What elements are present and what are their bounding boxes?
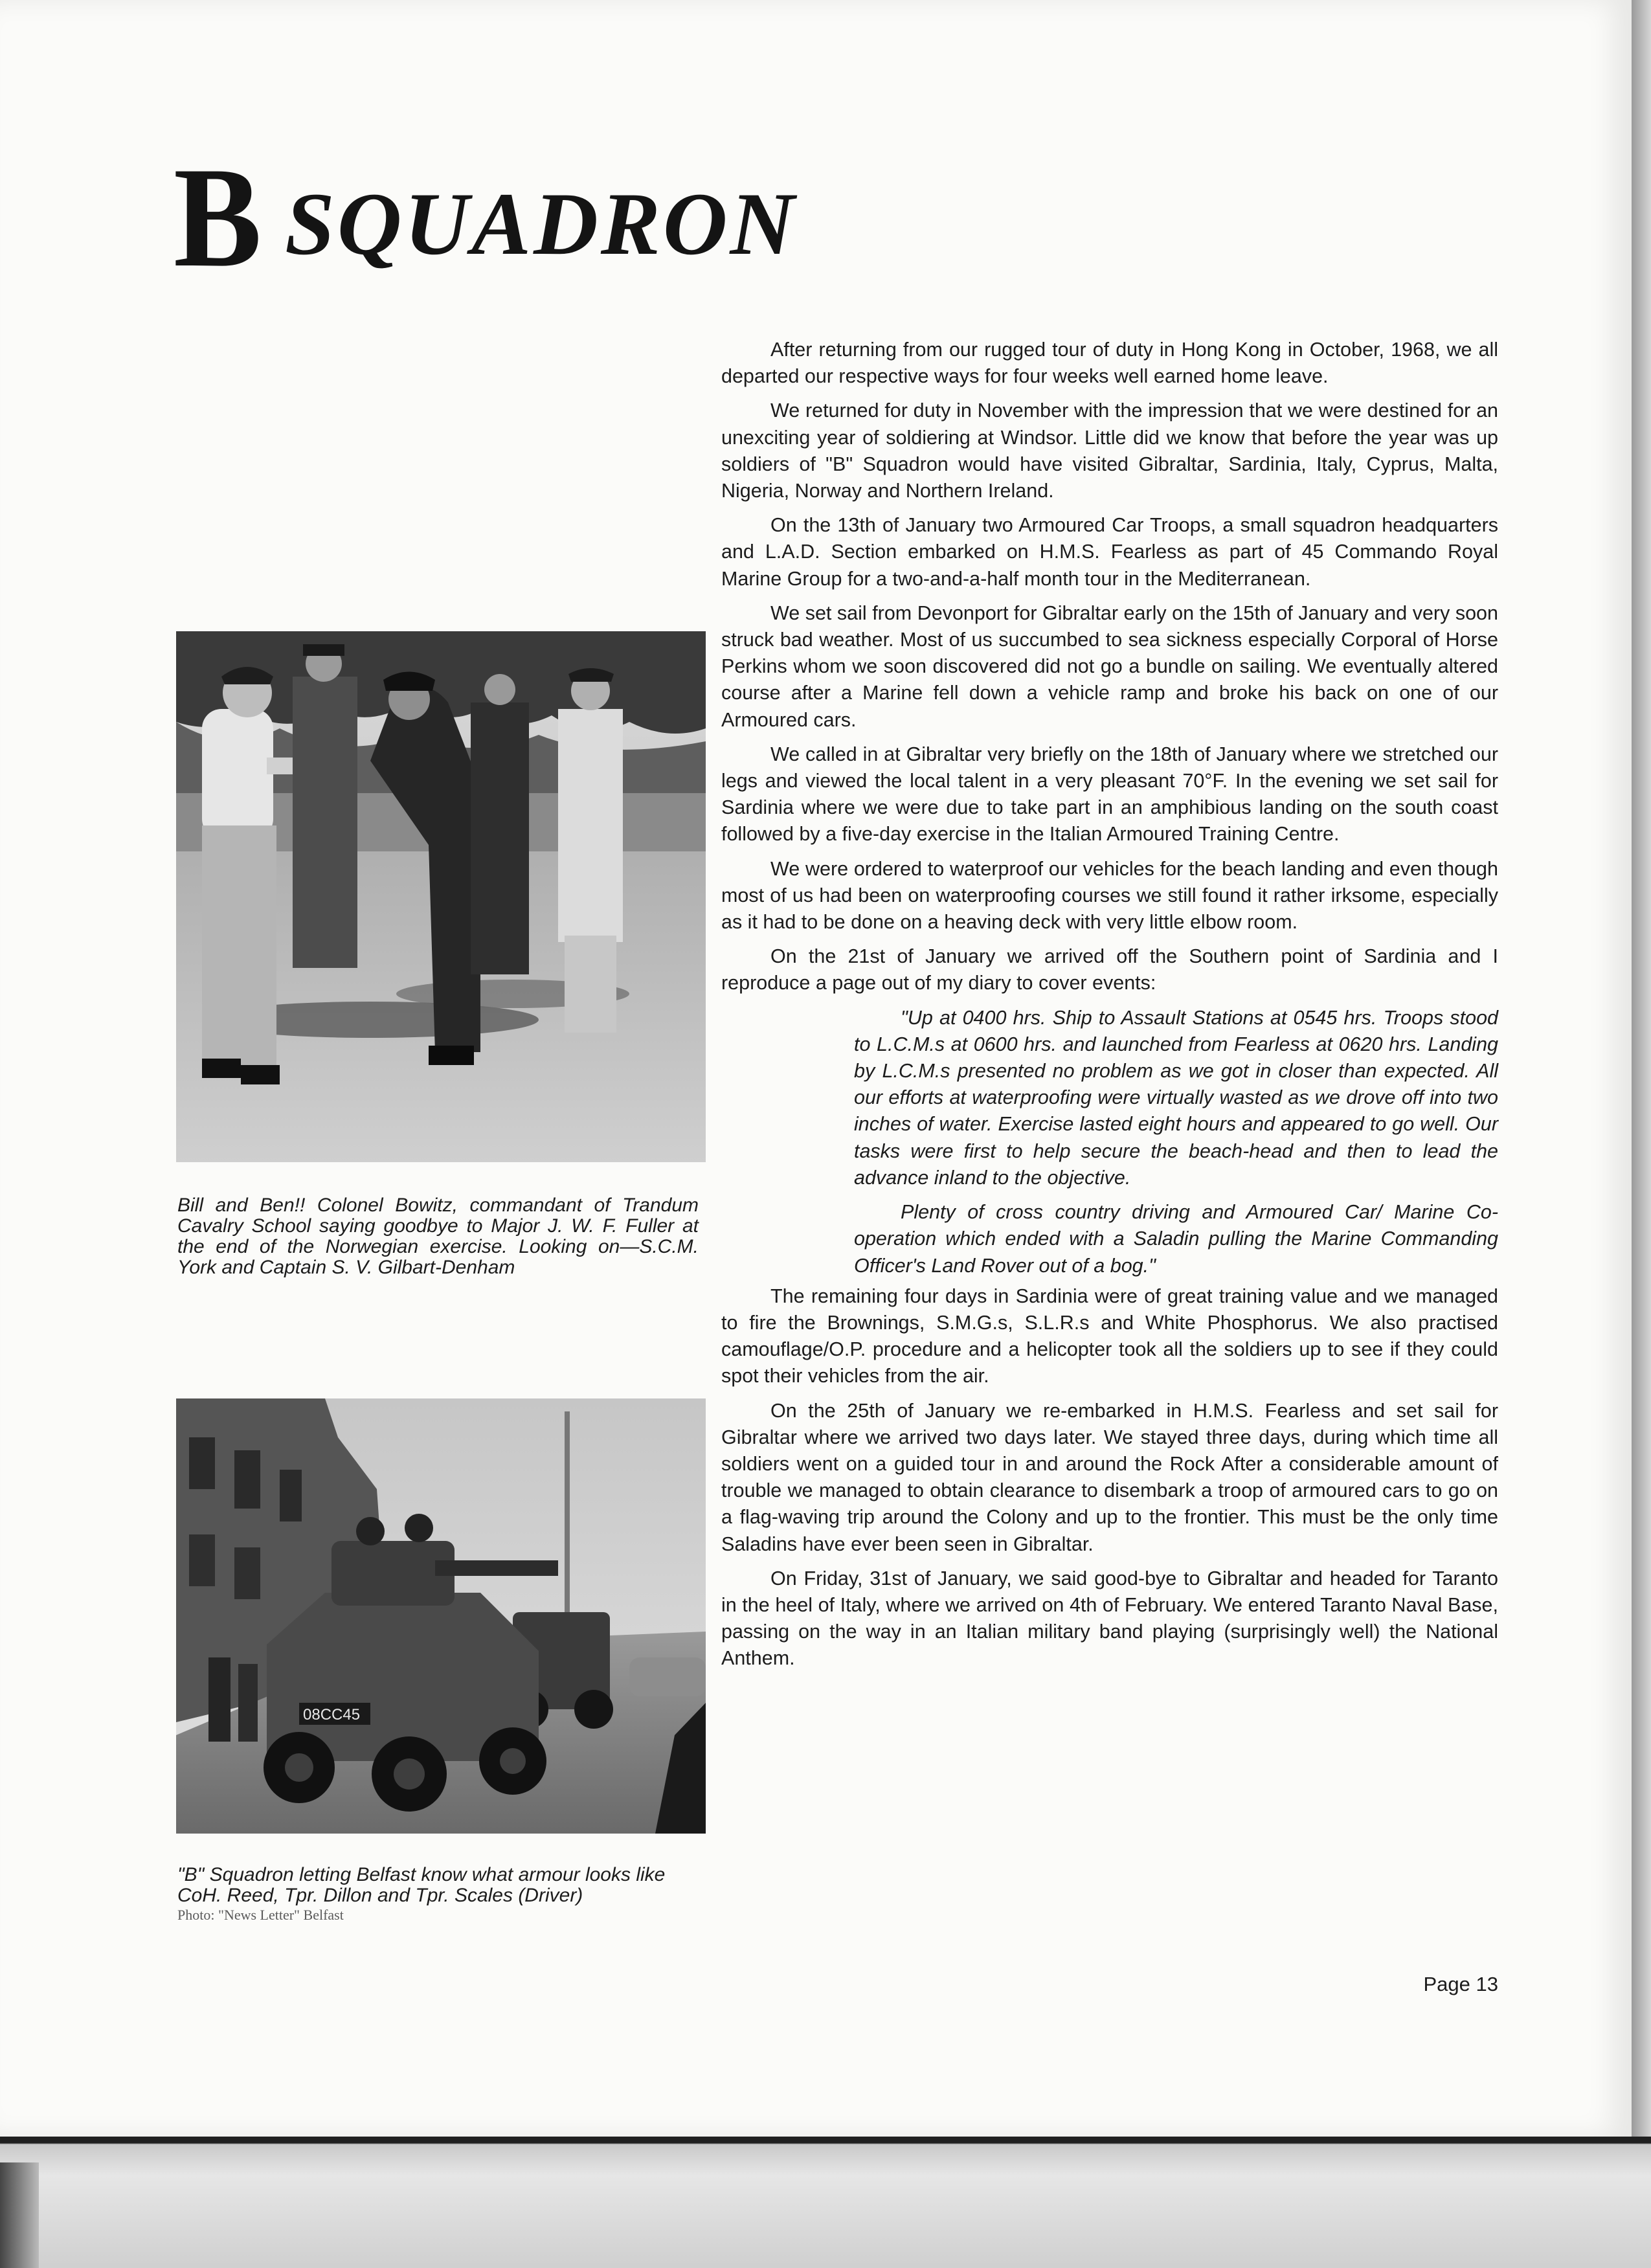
page-number: Page 13 [1423, 1973, 1498, 1995]
article-paragraph: We called in at Gibraltar very briefly on the 18th of January where we stretched our legs and viewed the local talent in a very pleasant 70°F. In the evening we set sail for Sardinia where we were due to take part in an amphibious landing on the south coast followed by a five-day exercise in the Italian Armoured Training Centre. [721, 743, 1498, 846]
diary-excerpt: "Up at 0400 hrs. Ship to Assault Stations at 0545 hrs. Troops stood to L.C.M.s at 0600 hrs. and launched from Fearless at 0620 hrs. Landing by L.C.M.s presented no problem as we got in closer than expected. All our efforts at waterproofing were virtually wasted as we drove off into two inches of water. Exercise lasted eight hours and appeared to go well. Our tasks were first to help secure the beach-head and then to lead the advance inland to the objective. [854, 1006, 1498, 1189]
page-edge-shadow [1632, 0, 1651, 2137]
photo-credit: Photo: "News Letter" Belfast [177, 1907, 344, 1923]
article-paragraph: On the 13th of January two Armoured Car Troops, a small squadron headquarters and L.A.D. Section embarked on H.M.S. Fearless as part of 45 Commando Royal Marine Group for a two-and-a-half month tour in the Mediterranean. [721, 514, 1498, 590]
heading-word: SQUADRON [285, 174, 798, 273]
handshake-photo-image [176, 631, 706, 1162]
photo2-caption [177, 1865, 702, 1924]
article-paragraph: We set sail from Devonport for Gibraltar early on the 15th of January and very soon struck bad weather. Most of us succumbed to sea sickness especially Corporal of Horse Perkins whom we soon discovered did not go a bundle on sailing. We eventually altered course after a Marine fell down a vehicle ramp and broke his back on one of our Armoured cars. [721, 601, 1498, 731]
page-bottom-edge [0, 2137, 1651, 2268]
photo2-caption-line1: "B" Squadron letting Belfast know what armour looks like [177, 1864, 666, 1885]
armoured-car-photo [176, 1398, 706, 1834]
article-body [721, 337, 1498, 1680]
article-paragraph: The remaining four days in Sardinia were of great training value and we managed to fire the Brownings, S.M.G.s, S.L.R.s and White Phosphorus. We also practised camouflage/O.P. procedure and a helicopter took all the soldiers up to see if they could spot their vehicles from the air. [721, 1285, 1498, 1387]
heading-letter: B [174, 138, 260, 297]
armoured-car-photo-image [176, 1398, 706, 1834]
article-paragraph: We returned for duty in November with the impression that we were destined for an unexciting year of soldiering at Windsor. Little did we know that before the year was up soldiers of "B" Squadron would have visited Gibraltar, Sardinia, Italy, Cyprus, Malta, Nigeria, Norway and Northern Ireland. [721, 399, 1498, 502]
article-paragraph: On Friday, 31st of January, we said good-bye to Gibraltar and headed for Taranto in the heel of Italy, where we arrived on 4th of February. We entered Taranto Naval Base, passing on the way in an Italian military band playing (surprisingly well) the National Anthem. [721, 1567, 1498, 1670]
vehicle-plate: 08CC45 [303, 1706, 361, 1723]
diary-excerpt: Plenty of cross country driving and Armoured Car/ Marine Co-operation which ended with a Saladin pulling the Marine Commanding Officer's Land Rover out of a bog." [854, 1201, 1498, 1277]
article-paragraph: On the 25th of January we re-embarked in H.M.S. Fearless and set sail for Gibraltar where we arrived two days later. We stayed three days, during which time all soldiers went on a guided tour in and around the Rock After a considerable amount of trouble we managed to obtain clearance to disembark a troop of armoured cars to go on a flag-waving trip around the Colony and up to the frontier. This must be the only time Saladins have ever been seen in Gibraltar. [721, 1399, 1498, 1555]
handshake-photo [176, 631, 706, 1162]
article-paragraph: On the 21st of January we arrived off the Southern point of Sardinia and I reproduce a page out of my diary to cover events: [721, 945, 1498, 994]
article-paragraph: After returning from our rugged tour of duty in Hong Kong in October, 1968, we all departed our respective ways for four weeks well earned home leave. [721, 339, 1498, 388]
photo2-caption-line2: CoH. Reed, Tpr. Dillon and Tpr. Scales (Driver) [177, 1885, 583, 1906]
page-heading [174, 138, 798, 297]
article-paragraph: We were ordered to waterproof our vehicles for the beach landing and even though most of us had been on waterproofing courses we still found it rather irksome, especially as it had to be done on a heaving deck with very little elbow room. [721, 857, 1498, 934]
scan-shadow [0, 2162, 39, 2268]
photo1-caption: Bill and Ben!! Colonel Bowitz, commandant of Trandum Cavalry School saying goodbye to Major J. W. F. Fuller at the end of the Norwegian exercise. Looking on—S.C.M. York and Captain S. V. Gilbart-Denham [177, 1195, 699, 1278]
